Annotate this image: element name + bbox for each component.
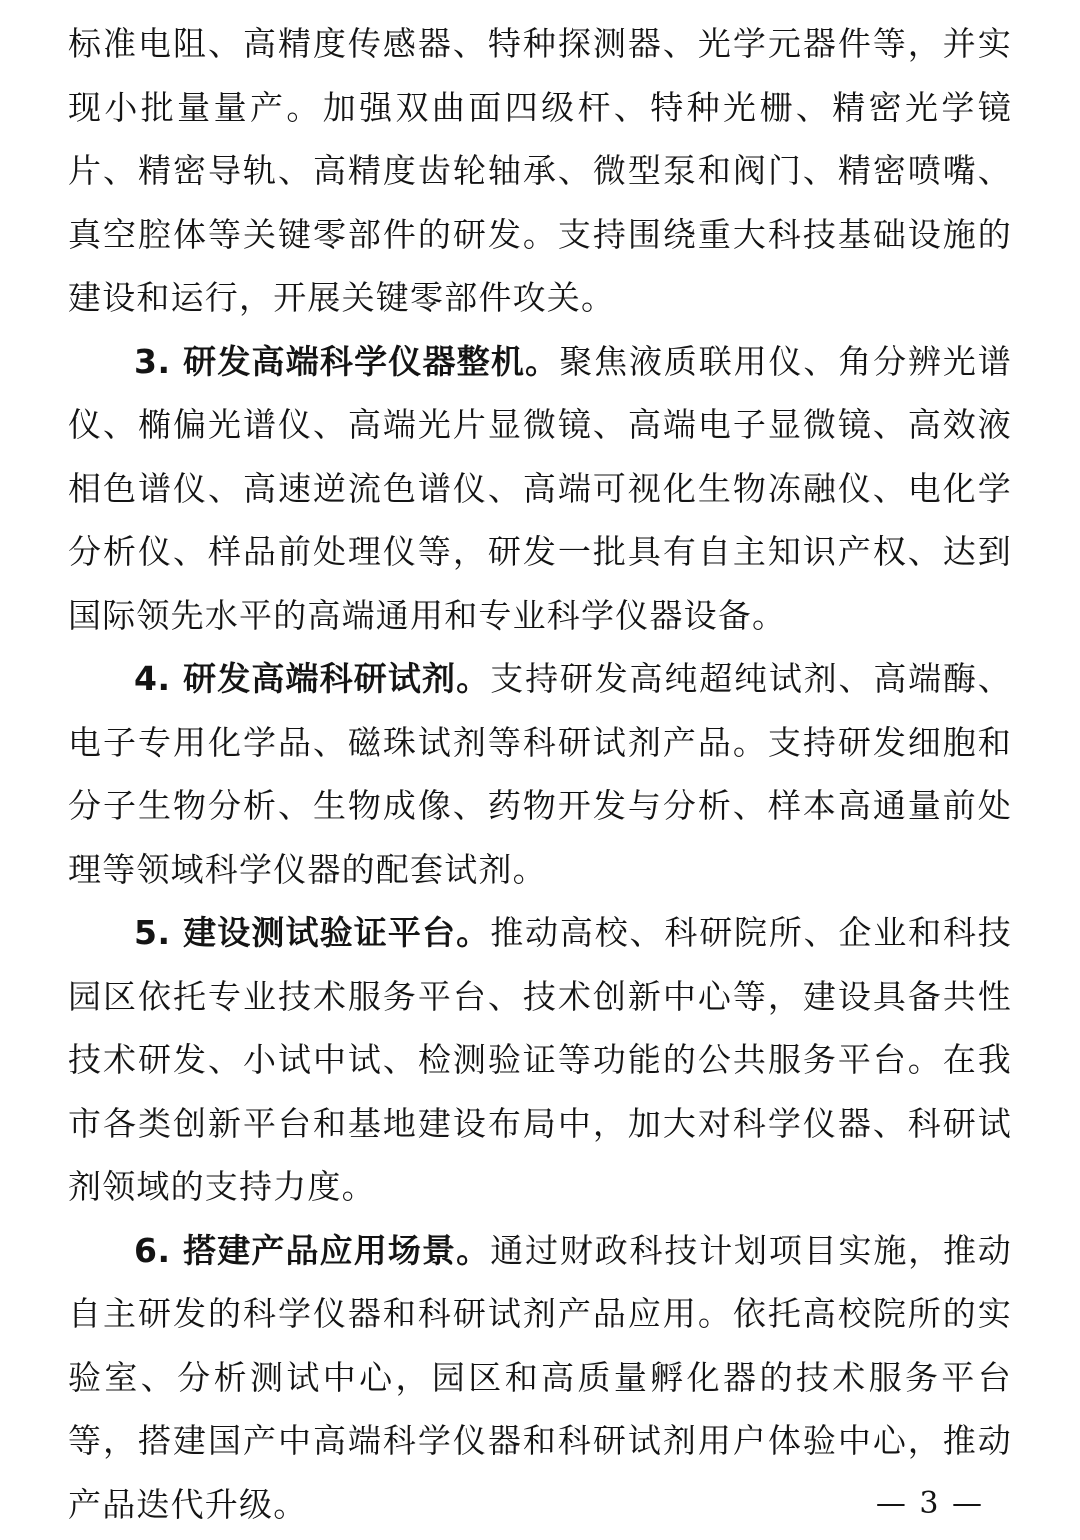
paragraph-text: 支持研发高纯超纯试剂、高端酶、电子专用化学品、磁珠试剂等科研试剂产品。支持研发细胞和分子生物分析、生物成像、药物开发与分析、样本高通量前处理等领域科学仪器的配套试剂。 <box>68 659 1012 889</box>
document-body <box>68 12 1012 1536</box>
paragraph-item-3 <box>68 330 1012 648</box>
paragraph-heading: 4. 研发高端科研试剂。 <box>134 659 491 698</box>
paragraph-item-6 <box>68 1219 1012 1537</box>
page-number: — 3 — <box>875 1486 984 1521</box>
paragraph-heading: 6. 搭建产品应用场景。 <box>134 1230 491 1270</box>
paragraph-continuation <box>68 12 1012 330</box>
paragraph-item-5 <box>68 901 1012 1219</box>
paragraph-text: 通过财政科技计划项目实施，推动自主研发的科学仪器和科研试剂产品应用。依托高校院所的实验室、分析测试中心，园区和高质量孵化器的技术服务平台等，搭建国产中高端科学仪器和科研试剂用户体验中心，推动产品迭代升级。 <box>68 1230 1012 1524</box>
paragraph-text: 标准电阻、高精度传感器、特种探测器、光学元器件等，并实现小批量量产。加强双曲面四级杆、特种光栅、精密光学镜片、精密导轨、高精度齿轮轴承、微型泵和阀门、精密喷嘴、真空腔体等关键零部件的研发。支持围绕重大科技基础设施的建设和运行，开展关键零部件攻关。 <box>68 24 1012 317</box>
paragraph-heading: 5. 建设测试验证平台。 <box>134 913 491 952</box>
paragraph-text: 聚焦液质联用仪、角分辨光谱仪、椭偏光谱仪、高端光片显微镜、高端电子显微镜、高效液相色谱仪、高速逆流色谱仪、高端可视化生物冻融仪、电化学分析仪、样品前处理仪等，研发一批具有自主知识产权、达到国际领先水平的高端通用和专业科学仪器设备。 <box>68 341 1012 635</box>
paragraph-text: 推动高校、科研院所、企业和科技园区依托专业技术服务平台、技术创新中心等，建设具备共性技术研发、小试中试、检测验证等功能的公共服务平台。在我市各类创新平台和基地建设布局中，加大对科学仪器、科研试剂领域的支持力度。 <box>68 913 1012 1206</box>
paragraph-heading: 3. 研发高端科学仪器整机。 <box>134 341 560 381</box>
paragraph-item-4 <box>68 647 1012 901</box>
